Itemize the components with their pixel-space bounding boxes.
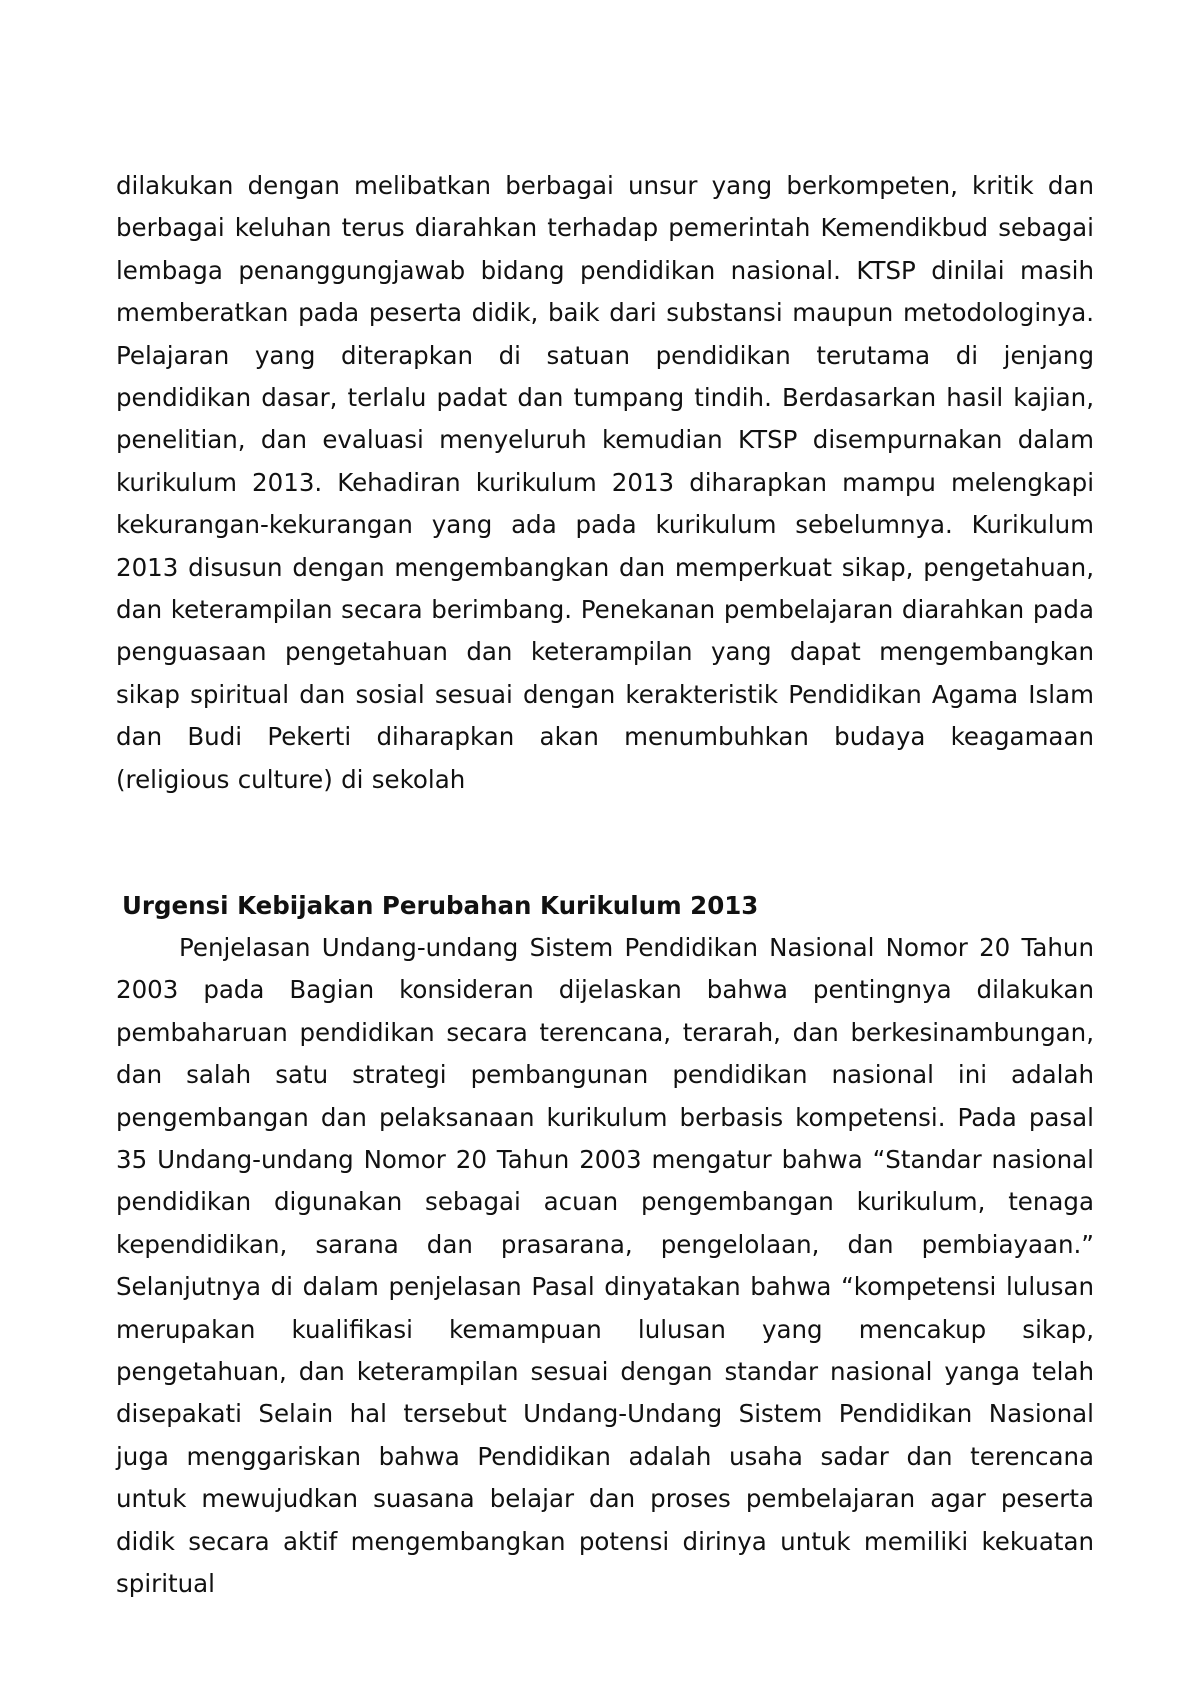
section-heading: Urgensi Kebijakan Perubahan Kurikulum 2013 [122,891,759,920]
body-paragraph-1: dilakukan dengan melibatkan berbagai unsur yang berkompeten, kritik dan berbagai keluhan terus diarahkan terhadap pemerintah Kemendikbud sebagai lembaga penanggungjawab bidang pendidikan nasional. KTSP dinilai masih memberatkan pada peserta didik, baik dari substansi maupun metodologinya. Pelajaran yang diterapkan di satuan pendidikan terutama di jenjang pendidikan dasar, terlalu padat dan tumpang tindih. Berdasarkan hasil kajian, penelitian, dan evaluasi menyeluruh kemudian KTSP disempurnakan dalam kurikulum 2013. Kehadiran kurikulum 2013 diharapkan mampu melengkapi kekurangan-kekurangan yang ada pada kurikulum sebelumnya. Kurikulum 2013 disusun dengan mengembangkan dan memperkuat sikap, pengetahuan, dan keterampilan secara berimbang. Penekanan pembelajaran diarahkan pada penguasaan pengetahuan dan keterampilan yang dapat mengembangkan sikap spiritual dan sosial sesuai dengan kerakteristik Pendidikan Agama Islam dan Budi Pekerti diharapkan akan menumbuhkan budaya keagamaan (religious culture) di sekolah [116,171,1094,794]
body-paragraph-2: Penjelasan Undang-undang Sistem Pendidikan Nasional Nomor 20 Tahun 2003 pada Bagian konsideran dijelaskan bahwa pentingnya dilakukan pembaharuan pendidikan secara terencana, terarah, dan berkesinambungan, dan salah satu strategi pembangunan pendidikan nasional ini adalah pengembangan dan pelaksanaan kurikulum berbasis kompetensi. Pada pasal 35 Undang-undang Nomor 20 Tahun 2003 mengatur bahwa “Standar nasional pendidikan digunakan sebagai acuan pengembangan kurikulum, tenaga kependidikan, sarana dan prasarana, pengelolaan, dan pembiayaan.” Selanjutnya di dalam penjelasan Pasal dinyatakan bahwa “kompetensi lulusan merupakan kualifikasi kemampuan lulusan yang mencakup sikap, pengetahuan, dan keterampilan sesuai dengan standar nasional yanga telah disepakati Selain hal tersebut Undang-Undang Sistem Pendidikan Nasional juga menggariskan bahwa Pendidikan adalah usaha sadar dan terencana untuk mewujudkan suasana belajar dan proses pembelajaran agar peserta didik secara aktif mengembangkan potensi dirinya untuk memiliki kekuatan spiritual [116,933,1094,1599]
